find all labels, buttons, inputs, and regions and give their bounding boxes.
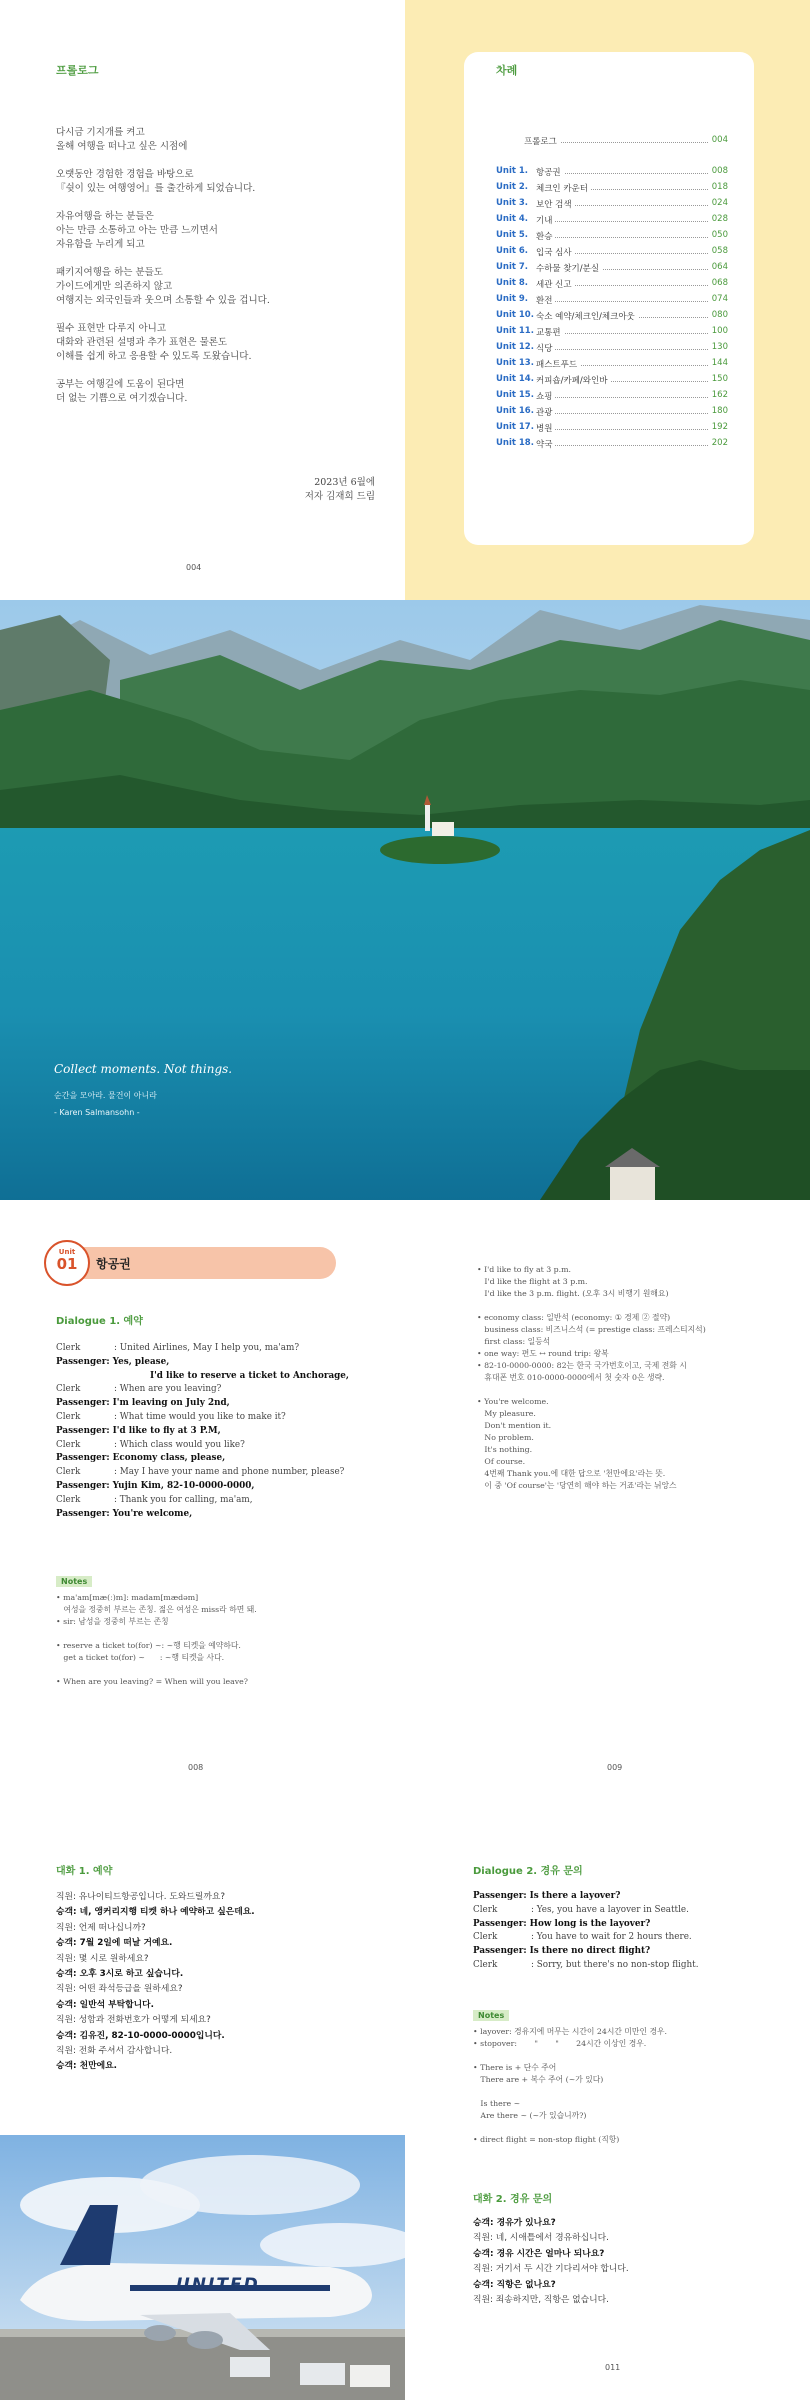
toc-leader (536, 349, 726, 350)
utterance: : Economy class, please, (106, 1453, 226, 1464)
utterance: : Sorry, but there's no non-stop flight. (531, 1959, 699, 1970)
toc-page-number: 058 (709, 246, 728, 256)
utterance: : Which class would you like? (114, 1439, 245, 1450)
prologue-body (56, 126, 376, 420)
toc-leader (536, 397, 726, 398)
prologue-line: 아는 만큼 소통하고 아는 만큼 느끼면서 (56, 225, 218, 236)
unit-title: 항공권 (96, 1257, 131, 1271)
note-line: I'd like the 3 p.m. flight. (오후 3시 비행기 원해요) (477, 1289, 669, 1298)
note-line: Don't mention it. (477, 1421, 552, 1430)
toc-page-number: 050 (709, 230, 728, 240)
korean-line: 승객: 천만에요. (56, 2061, 117, 2072)
note-line (473, 2086, 667, 2098)
toc-page-number: 100 (709, 326, 728, 336)
speaker: Clerk (56, 1343, 81, 1353)
toc-leader (536, 301, 726, 302)
toc-unit-label: Unit 14. (496, 374, 534, 384)
utterance: : Yujin Kim, 82-10-0000-0000, (106, 1480, 255, 1491)
korean-line: 직원: 거기서 두 시간 기다리셔야 합니다. (473, 2264, 629, 2275)
prologue-line: 자유여행을 하는 분들은 (56, 211, 154, 222)
toc-page-number: 180 (709, 406, 728, 416)
toc-item[interactable] (464, 326, 754, 338)
toc-page-number: 074 (709, 294, 728, 304)
dialogue-line (56, 1439, 349, 1453)
note-line (473, 2122, 667, 2134)
dialogue-line (56, 1342, 349, 1356)
utterance: : When are you leaving? (114, 1384, 222, 1395)
toc-unit-label: Unit 12. (496, 342, 534, 352)
prologue-paragraph (56, 378, 376, 406)
toc-item[interactable] (464, 230, 754, 242)
note-line (477, 1300, 706, 1312)
dialogue-line (56, 1356, 349, 1370)
korean-line: 승객: 일반석 부탁합니다. (56, 1999, 154, 2010)
toc-item[interactable] (464, 246, 754, 258)
toc-leader (536, 173, 726, 174)
toc-page-number: 130 (709, 342, 728, 352)
note-line: • ma'am[mæ(ː)m]: madam[mædəm] (56, 1593, 199, 1602)
note-line: business class: 비즈니스석 (= prestige class: 프레스티지석) (477, 1325, 706, 1334)
toc-item[interactable] (464, 438, 754, 450)
note-line: • one way: 편도 ↔ round trip: 왕복 (477, 1349, 609, 1358)
prologue-line: 대화와 관련된 설명과 추가 표현은 물론도 (56, 337, 228, 348)
notes-label: Notes (473, 2010, 509, 2021)
speaker: Clerk (56, 1411, 81, 1422)
note-line: Is there ~ (473, 2099, 521, 2108)
toc-title: 약국 (536, 438, 555, 450)
speaker: Passenger (473, 1946, 524, 1957)
prologue-line: 필수 표현만 다루지 아니고 (56, 323, 167, 334)
page-number: 004 (186, 563, 202, 572)
note-line (477, 1384, 706, 1396)
dialogue-line (56, 1466, 349, 1480)
dialogue1-korean-page (0, 1800, 405, 2400)
note-line: • direct flight = non-stop flight (직항) (473, 2135, 620, 2144)
toc-item[interactable] (464, 390, 754, 402)
utterance: : United Airlines, May I help you, ma'am? (114, 1343, 300, 1353)
toc-item[interactable] (464, 294, 754, 306)
note-line: • There is + 단수 주어 (473, 2063, 557, 2072)
toc-title: 관광 (536, 406, 555, 418)
dialogue-line (56, 1425, 349, 1439)
dialogue-line (56, 1508, 349, 1522)
toc-prologue[interactable] (464, 135, 754, 147)
airplane-photo (0, 2135, 405, 2400)
toc-page-number: 024 (709, 198, 728, 208)
toc-title: 체크인 카운터 (536, 182, 591, 194)
prologue-line: 자유함을 누리게 되고 (56, 239, 145, 250)
toc-unit-label: Unit 3. (496, 198, 529, 208)
toc-page-number: 008 (709, 166, 728, 176)
note-line: Are there ~ (~가 있습니까?) (473, 2111, 587, 2120)
prologue-line: 가이드에게만 의존하지 않고 (56, 281, 173, 292)
speaker: Passenger (56, 1398, 107, 1409)
toc-page-number: 150 (709, 374, 728, 384)
toc-unit-label: Unit 7. (496, 262, 529, 272)
toc-page-number: 064 (709, 262, 728, 272)
dialogue-line (56, 1383, 349, 1397)
dialogue-line (473, 1890, 699, 1904)
dialogue-line (473, 1904, 699, 1918)
prologue-paragraph (56, 322, 376, 364)
note-line: first class: 일등석 (477, 1337, 551, 1346)
photo-quote: Collect moments. Not things. (54, 1062, 233, 1076)
prologue-line: 패키지여행을 하는 분들도 (56, 267, 163, 278)
prologue-paragraph (56, 126, 376, 154)
toc-unit-label: Unit 15. (496, 390, 534, 400)
toc-item[interactable] (464, 278, 754, 290)
toc-leader (536, 333, 726, 334)
korean-line: 승객: 네, 앵커리지행 티켓 하나 예약하고 싶은데요. (56, 1907, 255, 1918)
speaker: Passenger (56, 1508, 107, 1519)
notes-label: Notes (56, 1576, 92, 1587)
toc-item[interactable] (464, 198, 754, 210)
utterance: : Is there a layover? (523, 1891, 621, 1901)
note-line: There are + 복수 주어 (~가 있다) (473, 2075, 604, 2084)
toc-item[interactable] (464, 262, 754, 274)
note-line: • reserve a ticket to(for) ~: ~행 티켓을 예약하다. (56, 1641, 241, 1650)
plane-livery: UNITED (176, 2275, 260, 2295)
korean-line: 직원: 전화 주셔서 감사합니다. (56, 2046, 173, 2057)
dialogue-line (56, 1411, 349, 1425)
dialogue-line (473, 1931, 699, 1945)
page-number: 008 (188, 1763, 204, 1772)
note-line (56, 1628, 257, 1640)
utterance: : I'm leaving on July 2nd, (106, 1398, 230, 1409)
toc-title: 수하물 찾기/분실 (536, 262, 602, 274)
note-line: • sir: 남성을 정중히 부르는 존칭 (56, 1617, 169, 1626)
dialogue1-kr-heading: 대화 1. 예약 (56, 1866, 113, 1877)
toc-page-number: 028 (709, 214, 728, 224)
lake-photo (0, 600, 810, 1200)
speaker: Clerk (473, 1932, 498, 1943)
prologue-line: 더 없는 기쁨으로 여기겠습니다. (56, 393, 188, 404)
dialogue2-page (405, 1800, 810, 2400)
toc-page-number: 144 (709, 358, 728, 368)
toc-item[interactable] (464, 214, 754, 226)
speaker: Passenger (56, 1453, 107, 1464)
toc-title: 커피숍/카페/와인바 (536, 374, 610, 386)
prologue-line: 올해 여행을 떠나고 싶은 시점에 (56, 141, 188, 152)
utterance: I'd like to reserve a ticket to Anchorage, (150, 1370, 349, 1381)
note-line: • economy class: 일반석 (economy: ① 경제 ② 절약) (477, 1313, 671, 1322)
prologue-line: 오랫동안 경험한 경험을 바탕으로 (56, 169, 194, 180)
dialogue-line (473, 1959, 699, 1973)
toc-item[interactable] (464, 310, 754, 322)
toc-prologue-title: 프롤로그 (524, 135, 560, 147)
toc-title: 숙소 예약/체크인/체크아웃 (536, 310, 638, 322)
dialogue1-korean (56, 1890, 255, 2075)
toc-page-number: 018 (709, 182, 728, 192)
prologue-line: 공부는 여행길에 도움이 된다면 (56, 379, 185, 390)
toc-leader (536, 413, 726, 414)
unit-badge (44, 1240, 90, 1286)
note-line: I'd like the flight at 3 p.m. (477, 1277, 588, 1286)
toc-title: 환전 (536, 294, 555, 306)
speaker: Clerk (473, 1959, 498, 1970)
toc-title: 환승 (536, 230, 555, 242)
prologue-author: 저자 김재희 드림 (304, 491, 375, 502)
korean-line: 승객: 김유진, 82-10-0000-0000입니다. (56, 2030, 225, 2041)
speaker: Clerk (56, 1384, 81, 1395)
toc-item[interactable] (464, 374, 754, 386)
prologue-heading: 프롤로그 (56, 64, 99, 77)
toc-unit-label: Unit 10. (496, 310, 534, 320)
toc-title: 패스트푸드 (536, 358, 580, 370)
utterance: : What time would you like to make it? (114, 1411, 286, 1422)
korean-line: 승객: 직항은 없나요? (473, 2279, 556, 2290)
toc-unit-label: Unit 1. (496, 166, 529, 176)
page-number: 011 (605, 2363, 621, 2372)
toc-item[interactable] (464, 358, 754, 370)
speaker: Passenger (56, 1480, 107, 1491)
speaker: Passenger (473, 1891, 524, 1901)
note-line: Of course. (477, 1457, 526, 1466)
speaker: Clerk (56, 1494, 81, 1505)
prologue-paragraph (56, 168, 376, 196)
note-line: • When are you leaving? = When will you leave? (56, 1677, 248, 1686)
prologue-line: 이해를 쉽게 하고 응용할 수 있도록 도왔습니다. (56, 351, 252, 362)
korean-line: 직원: 어떤 좌석등급을 원하세요? (56, 1984, 183, 1995)
note-line: • layover: 경유지에 머무는 시간이 24시간 미만인 경우. (473, 2027, 667, 2036)
toc-title: 기내 (536, 214, 555, 226)
photo-quote-author: - Karen Salmansohn - (54, 1108, 140, 1117)
speaker: Passenger (473, 1918, 524, 1929)
toc-unit-label: Unit 18. (496, 438, 534, 448)
korean-line: 승객: 경유 시간은 얼마나 되나요? (473, 2248, 605, 2259)
toc-unit-label: Unit 11. (496, 326, 534, 336)
note-line: 4번째 Thank you.에 대한 답으로 '천만에요'라는 뜻. (477, 1469, 666, 1478)
note-line: • stopover: " " 24시간 이상인 경우. (473, 2039, 647, 2048)
toc-title: 보안 검색 (536, 198, 575, 210)
korean-line: 직원: 성함과 전화번호가 어떻게 되세요? (56, 2015, 211, 2026)
utterance: : Thank you for calling, ma'am, (114, 1494, 253, 1505)
dialogue-line (56, 1494, 349, 1508)
toc-item[interactable] (464, 166, 754, 178)
toc-item[interactable] (464, 342, 754, 354)
korean-line: 승객: 오후 3시로 하고 싶습니다. (56, 1969, 184, 1980)
unit-label: Unit (58, 1248, 76, 1256)
toc-title: 항공권 (536, 166, 564, 178)
toc-leader (536, 237, 726, 238)
toc-leader (536, 221, 726, 222)
note-line: • You're welcome. (477, 1397, 549, 1406)
prologue-line: 다시금 기지개를 켜고 (56, 127, 145, 138)
toc-item[interactable] (464, 422, 754, 434)
utterance: : How long is the layover? (523, 1918, 651, 1929)
note-line: • I'd like to fly at 3 p.m. (477, 1265, 572, 1274)
utterance: : I'd like to fly at 3 P.M, (106, 1425, 221, 1436)
toc-page-number: 162 (709, 390, 728, 400)
toc-title: 교통편 (536, 326, 564, 338)
toc-card (464, 52, 754, 545)
speaker: Clerk (56, 1439, 81, 1450)
note-line: It's nothing. (477, 1445, 533, 1454)
note-line: get a ticket to(for) ~ : ~행 티켓을 사다. (56, 1653, 225, 1662)
dialogue-line (56, 1370, 349, 1384)
utterance: : You have to wait for 2 hours there. (531, 1932, 692, 1943)
toc-title: 입국 심사 (536, 246, 575, 258)
unit-number: 01 (56, 1255, 78, 1273)
korean-line: 직원: 몇 시로 원하세요? (56, 1953, 149, 1964)
dialogue-line (56, 1480, 349, 1494)
toc-title: 식당 (536, 342, 555, 354)
utterance: : Is there no direct flight? (523, 1946, 651, 1957)
toc-prologue-page: 004 (709, 135, 728, 145)
toc-item[interactable] (464, 406, 754, 418)
toc-unit-label: Unit 2. (496, 182, 529, 192)
dialogue1-notes (56, 1592, 257, 1688)
photo-quote-korean: 순간을 모아라. 물건이 아니라 (54, 1091, 157, 1100)
toc-unit-label: Unit 13. (496, 358, 534, 368)
toc-page-number: 068 (709, 278, 728, 288)
note-line: No problem. (477, 1433, 534, 1442)
dialogue1-heading: Dialogue 1. 예약 (56, 1316, 143, 1327)
speaker: Passenger (56, 1425, 107, 1436)
utterance: : Yes, please, (106, 1356, 170, 1367)
toc-page-number: 080 (709, 310, 728, 320)
toc-title: 병원 (536, 422, 555, 434)
speaker: Clerk (56, 1467, 81, 1478)
dialogue-line (473, 1918, 699, 1932)
unit1-left-page (0, 1200, 405, 1800)
unit1-right-page (405, 1200, 810, 1800)
dialogue1 (56, 1342, 349, 1521)
toc-title: 쇼핑 (536, 390, 555, 402)
page-number: 009 (607, 1763, 623, 1772)
dialogue1-more-notes (477, 1264, 706, 1492)
dialogue2-korean (473, 2216, 629, 2308)
note-line: My pleasure. (477, 1409, 536, 1418)
dialogue-line (56, 1397, 349, 1411)
toc-leader (536, 429, 726, 430)
note-line: 휴대폰 번호 010-0000-0000에서 첫 숫자 0은 생략. (477, 1373, 665, 1382)
toc-unit-label: Unit 4. (496, 214, 529, 224)
utterance: : May I have your name and phone number, please? (114, 1467, 345, 1478)
toc-unit-label: Unit 6. (496, 246, 529, 256)
note-line: 이 중 'Of course'는 '당연히 해야 하는 거죠'라는 뉘앙스 (477, 1481, 677, 1490)
note-line (473, 2050, 667, 2062)
korean-line: 직원: 언제 떠나십니까? (56, 1922, 146, 1933)
dialogue2-kr-heading: 대화 2. 경유 문의 (473, 2194, 553, 2205)
korean-line: 직원: 유나이티드항공입니다. 도와드릴까요? (56, 1892, 225, 1902)
airplane-illustration (0, 2135, 405, 2400)
toc-page-number: 202 (709, 438, 728, 448)
prologue-date: 2023년 6월에 (314, 477, 375, 488)
dialogue2-heading: Dialogue 2. 경유 문의 (473, 1866, 583, 1877)
note-line: • 82-10-0000-0000: 82는 한국 국가번호이고, 국제 전화 시 (477, 1361, 687, 1370)
speaker: Passenger (56, 1356, 107, 1367)
dialogue2 (473, 1890, 699, 1973)
korean-line: 승객: 7월 2일에 떠날 거예요. (56, 1938, 173, 1949)
dialogue-line (56, 1452, 349, 1466)
prologue-line: 여행지는 외국인들과 웃으며 소통할 수 있을 겁니다. (56, 295, 270, 306)
dialogue2-notes (473, 2026, 667, 2146)
prologue-page (0, 0, 405, 600)
prologue-paragraph (56, 266, 376, 308)
toc-page-number: 192 (709, 422, 728, 432)
toc-heading: 차례 (496, 64, 518, 77)
toc-unit-label: Unit 5. (496, 230, 529, 240)
toc-unit-label: Unit 17. (496, 422, 534, 432)
dialogue-line (473, 1945, 699, 1959)
note-line (56, 1664, 257, 1676)
korean-line: 승객: 경유가 있나요? (473, 2218, 556, 2228)
toc-unit-label: Unit 9. (496, 294, 529, 304)
korean-line: 직원: 죄송하지만, 직항은 없습니다. (473, 2295, 609, 2306)
note-line: 여성을 정중히 부르는 존칭. 젊은 여성은 miss라 하면 돼. (56, 1605, 257, 1614)
toc-item[interactable] (464, 182, 754, 194)
utterance: : You're welcome, (106, 1508, 193, 1519)
toc-unit-label: Unit 8. (496, 278, 529, 288)
speaker: Clerk (473, 1904, 498, 1915)
toc-title: 세관 신고 (536, 278, 575, 290)
prologue-paragraph (56, 210, 376, 252)
toc-leader (536, 445, 726, 446)
toc-unit-label: Unit 16. (496, 406, 534, 416)
korean-line: 직원: 네, 시애틀에서 경유하십니다. (473, 2233, 609, 2244)
prologue-line: 『쉿이 있는 여행영어』를 출간하게 되었습니다. (56, 183, 256, 194)
utterance: : Yes, you have a layover in Seattle. (531, 1904, 689, 1915)
